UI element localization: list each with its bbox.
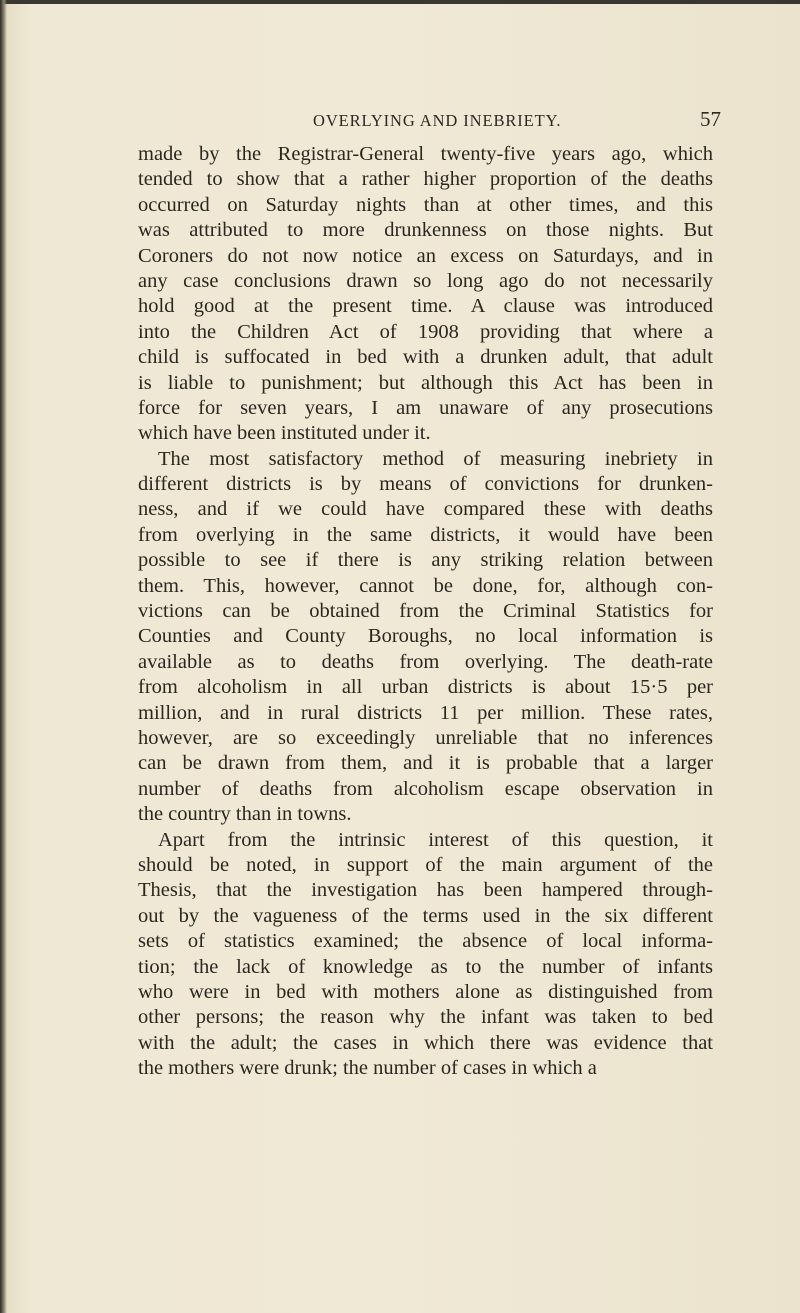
text-line: the country than in towns.: [138, 803, 352, 826]
text-line: was attributed to more drunkenness on those nights. But: [138, 219, 713, 242]
text-line: Counties and County Boroughs, no local information is: [138, 625, 713, 648]
text-line: the mothers were drunk; the number of cases in which a: [138, 1057, 597, 1080]
running-head: OVERLYING AND INEBRIETY.: [313, 111, 562, 130]
text-line: Coroners do not now notice an excess on Saturdays, and in: [138, 244, 713, 267]
text-line: any case conclusions drawn so long ago do not necessarily: [138, 269, 713, 292]
binding-edge: [0, 0, 7, 1313]
text-line: from overlying in the same districts, it would have been: [138, 523, 713, 546]
text-line: child is suffocated in bed with a drunken adult, that adult: [138, 346, 713, 369]
text-line: is liable to punishment; but although this Act has been in: [138, 371, 713, 394]
top-edge: [0, 0, 800, 4]
text-line: from alcoholism in all urban districts is about 15·5 per: [138, 676, 713, 699]
text-line: available as to deaths from overlying. The death-rate: [138, 650, 713, 673]
text-line: tended to show that a rather higher proportion of the deaths: [138, 168, 713, 191]
text-line: victions can be obtained from the Criminal Statistics for: [138, 600, 713, 623]
text-line: Apart from the intrinsic interest of this question, it: [158, 828, 713, 851]
text-line: other persons; the reason why the infant was taken to bed: [138, 1006, 713, 1029]
text-line: million, and in rural districts 11 per million. These rates,: [138, 701, 713, 724]
body-text: [138, 142, 713, 1081]
text-line: into the Children Act of 1908 providing that where a: [138, 320, 713, 343]
page-number: 57: [700, 107, 721, 131]
text-line: can be drawn from them, and it is probable that a larger: [138, 752, 713, 775]
text-line: who were in bed with mothers alone as distinguished from: [138, 980, 713, 1003]
text-line: possible to see if there is any striking relation between: [138, 549, 713, 572]
text-line: number of deaths from alcoholism escape observation in: [138, 777, 713, 800]
text-line: with the adult; the cases in which there was evidence that: [138, 1031, 713, 1054]
text-line: which have been instituted under it.: [138, 422, 431, 445]
text-line: ness, and if we could have compared these with deaths: [138, 498, 713, 521]
text-line: force for seven years, I am unaware of any prosecutions: [138, 396, 713, 419]
text-line: Thesis, that the investigation has been hampered through-: [138, 879, 713, 902]
text-line: tion; the lack of knowledge as to the number of infants: [138, 955, 713, 978]
text-line: them. This, however, cannot be done, for, although con-: [138, 574, 713, 597]
text-line: The most satisfactory method of measuring inebriety in: [158, 447, 713, 470]
text-line: should be noted, in support of the main argument of the: [138, 853, 713, 876]
text-line: different districts is by means of convictions for drunken-: [138, 473, 713, 496]
text-line: out by the vagueness of the terms used in the six different: [138, 904, 713, 927]
text-line: hold good at the present time. A clause was introduced: [138, 295, 713, 318]
text-line: made by the Registrar-General twenty-five years ago, which: [138, 143, 713, 165]
text-line: however, are so exceedingly unreliable that no inferences: [138, 726, 713, 749]
text-line: sets of statistics examined; the absence of local informa-: [138, 930, 713, 953]
text-line: occurred on Saturday nights than at other times, and this: [138, 193, 713, 216]
